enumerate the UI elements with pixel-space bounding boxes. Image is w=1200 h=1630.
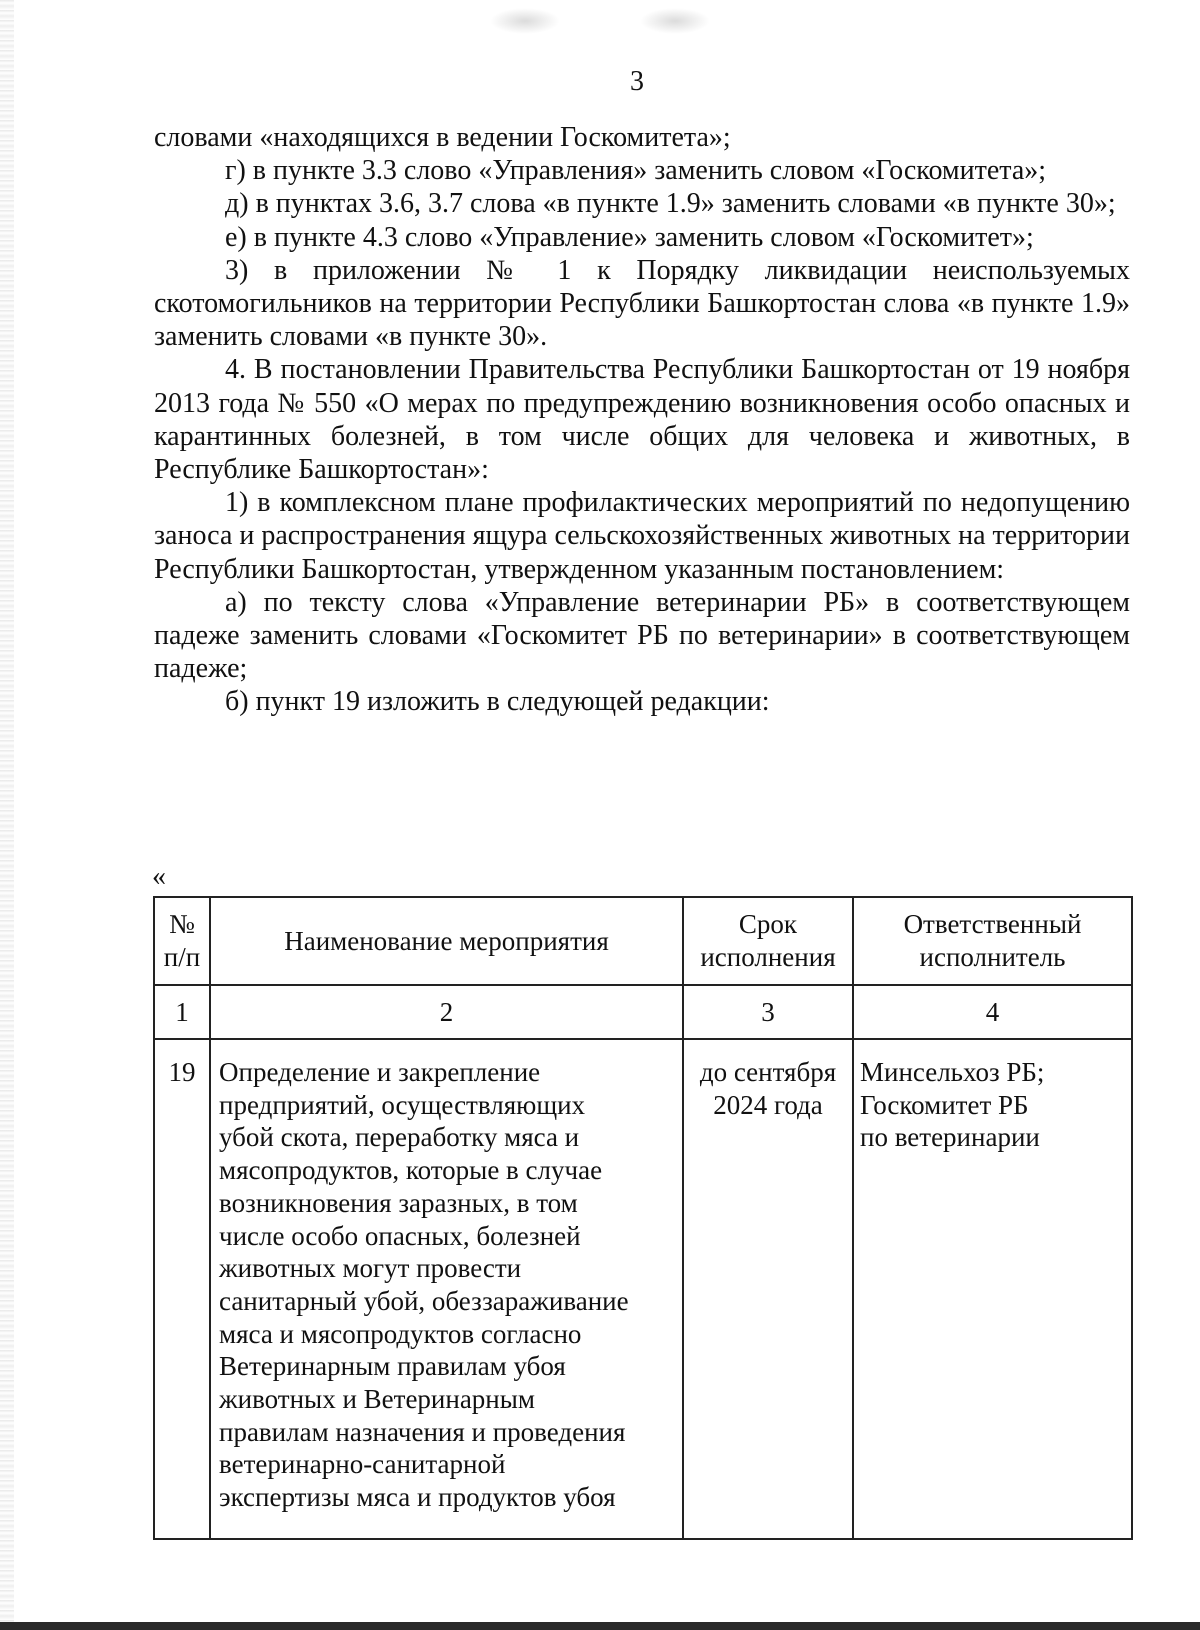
- responsible-line: Минсельхоз РБ;: [860, 1057, 1045, 1087]
- measure-line: возникновения заразных, в том: [219, 1187, 578, 1218]
- measure-line: мясопродуктов, которые в случае: [219, 1155, 603, 1186]
- measure-line: животных могут провести: [219, 1253, 522, 1284]
- row-number: 19: [154, 1039, 210, 1539]
- header-responsible-line: исполнитель: [919, 942, 1066, 972]
- scan-smudge: [640, 8, 710, 34]
- column-number: 3: [683, 985, 853, 1039]
- term-line: до сентября: [699, 1057, 837, 1087]
- header-term-line: Срок: [738, 909, 798, 940]
- row-term: [683, 1039, 853, 1539]
- paragraph: б) пункт 19 изложить в следующей редакции:: [225, 686, 770, 718]
- header-num: [154, 897, 210, 985]
- table-row: [154, 1039, 1132, 1539]
- column-number: 1: [154, 985, 210, 1039]
- measure-line: правилам назначения и проведения: [219, 1416, 626, 1447]
- paragraph: е) в пункте 4.3 слово «Управление» заменить словом «Госкомитет»;: [225, 221, 1034, 253]
- row-responsible: [853, 1039, 1132, 1539]
- column-number: 2: [210, 985, 683, 1039]
- paragraph: г) в пункте 3.3 слово «Управления» заменить словом «Госкомитета»;: [225, 155, 1047, 187]
- term-line: 2024 года: [713, 1089, 823, 1120]
- scan-smudge: [490, 8, 560, 34]
- measure-line: санитарный убой, обеззараживание: [219, 1285, 629, 1316]
- responsible-line: Госкомитет РБ: [860, 1089, 1029, 1120]
- paragraph: 3) в приложении № 1 к Порядку ликвидации неиспользуемых скотомогильников на территории Республики Башкортостан слова «в пункте 1.9» заменить словами «в пункте 30».: [154, 254, 1130, 353]
- scan-left-edge: [0, 0, 14, 1630]
- measure-line: ветеринарно-санитарной: [219, 1449, 506, 1480]
- page-number: 3: [630, 66, 644, 97]
- opening-quote: «: [152, 861, 166, 892]
- scan-bottom-edge: [0, 1622, 1200, 1630]
- paragraph: а) по тексту слова «Управление ветеринарии РБ» в соответствующем падеже заменить словами «Госкомитет РБ по ветеринарии» в соответствующем падеже;: [154, 586, 1130, 685]
- header-responsible-line: Ответственный: [903, 909, 1082, 940]
- paragraph: 1) в комплексном плане профилактических мероприятий по недопущению заноса и распространения ящура сельскохозяйственных животных на территории Республики Башкортостан, утвержденном указанным постановлением:: [154, 487, 1131, 585]
- header-name-label: Наименование мероприятия: [284, 925, 609, 956]
- column-numbers-row: [154, 985, 1132, 1039]
- row-measure-name: [210, 1039, 683, 1539]
- measure-line: животных и Ветеринарным: [219, 1384, 535, 1415]
- measure-line: мяса и мясопродуктов согласно: [219, 1318, 582, 1349]
- measure-line: числе особо опасных, болезней: [219, 1220, 581, 1251]
- header-num-line: №: [169, 909, 195, 940]
- body-text: [154, 121, 1130, 719]
- measures-table: [153, 896, 1133, 1540]
- measure-line: Ветеринарным правилам убоя: [219, 1351, 566, 1382]
- header-term-line: исполнения: [700, 942, 836, 972]
- measure-line: экспертизы мяса и продуктов убоя: [219, 1482, 616, 1513]
- paragraph: д) в пунктах 3.6, 3.7 слова «в пункте 1.9» заменить словами «в пункте 30»;: [225, 188, 1116, 220]
- paragraph: словами «находящихся в ведении Госкомитета»;: [154, 122, 731, 153]
- measure-line: убой скота, переработку мяса и: [219, 1122, 580, 1153]
- measure-line: предприятий, осуществляющих: [219, 1089, 586, 1120]
- header-name: [210, 897, 683, 985]
- header-term: [683, 897, 853, 985]
- column-number: 4: [853, 985, 1132, 1039]
- measure-line: Определение и закрепление: [219, 1057, 541, 1087]
- header-responsible: [853, 897, 1132, 985]
- header-num-line: п/п: [163, 942, 201, 972]
- paragraph: 4. В постановлении Правительства Республики Башкортостан от 19 ноября 2013 года № 550 «О мерах по предупреждению возникновения особо опасных и карантинных болезней, в том числе общих для человека и животных, в Республике Башкортостан»:: [154, 354, 1130, 486]
- responsible-line: по ветеринарии: [860, 1122, 1040, 1153]
- table-header-row: [154, 897, 1132, 985]
